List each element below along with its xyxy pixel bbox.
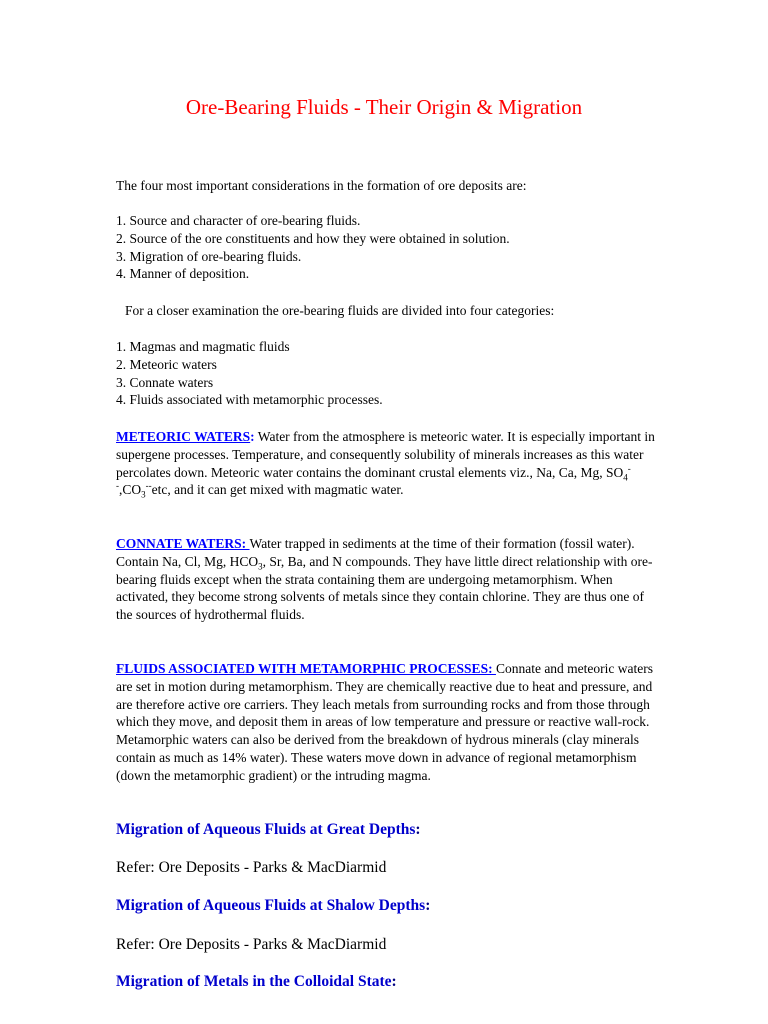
- list-item: 4. Manner of deposition.: [116, 266, 250, 282]
- meteoric-waters-colon: :: [250, 429, 255, 444]
- categories-intro-text: For a closer examination the ore-bearing fluids are divided into four categories:: [125, 303, 555, 318]
- meteoric-waters-paragraph: [116, 428, 656, 499]
- meteoric-sub-1: 4: [623, 472, 628, 483]
- meteoric-sup-2: --: [145, 480, 152, 491]
- section-heading-colon: :: [415, 821, 421, 838]
- section-heading-text: Migration of Metals in the Colloidal State: [116, 973, 392, 990]
- list-item: 2. Source of the ore constituents and how they were obtained in solution.: [116, 230, 510, 246]
- meteoric-sub-2: 3: [141, 490, 146, 501]
- meteoric-text-b: ,CO: [119, 482, 142, 498]
- metamorphic-fluids-term: FLUIDS ASSOCIATED WITH METAMORPHIC PROCESSES:: [116, 661, 496, 676]
- meteoric-sup-1: --: [116, 463, 631, 491]
- list-item: 4. Fluids associated with metamorphic processes.: [116, 392, 383, 408]
- list-item: 3. Migration of ore-bearing fluids.: [116, 248, 302, 264]
- connate-text-b: , Sr, Ba, and N compounds. They have little direct relationship with ore-bearing fluids except when the strata containing them are undergoing metamorphism. When activated, they become strong solvents of metals since they contain chlorine. They are thus one of the sources of hydrothermal fluids.: [116, 553, 653, 623]
- section-heading: [116, 896, 676, 916]
- section-heading-colon: :: [391, 973, 397, 990]
- reference-line: Refer: Ore Deposits - Parks & MacDiarmid: [116, 859, 387, 876]
- section-heading-text: Migration of Aqueous Fluids at Great Depths: [116, 821, 416, 838]
- reference-line: Refer: Ore Deposits - Parks & MacDiarmid: [116, 936, 387, 953]
- section-heading-colon: :: [425, 897, 431, 914]
- list-item: 3. Connate waters: [116, 374, 214, 390]
- categories-intro-paragraph: [116, 302, 656, 320]
- list-item: 1. Magmas and magmatic fluids: [116, 339, 290, 354]
- intro-text: The four most important considerations in the formation of ore deposits are:: [116, 178, 527, 193]
- metamorphic-fluids-paragraph: [116, 660, 656, 785]
- categories-list: [116, 338, 656, 409]
- section-heading-text: Migration of Aqueous Fluids at Shalow Depths: [116, 897, 426, 914]
- connate-waters-term: CONNATE WATERS:: [116, 536, 250, 551]
- page-title: Ore-Bearing Fluids - Their Origin & Migration: [185, 95, 583, 119]
- considerations-list: [116, 212, 656, 283]
- connate-text-a: Water trapped in sediments at the time of their formation (fossil water). Contain Na, Cl, Mg, HCO: [116, 536, 635, 569]
- meteoric-text-a: Water from the atmosphere is meteoric water. It is especially important in supergene processes. Temperature, and consequently solubility of minerals increases as this water percolates down. Meteoric water contains the dominant crustal elements viz., Na, Ca, Mg, SO: [116, 429, 655, 480]
- metamorphic-text: Connate and meteoric waters are set in motion during metamorphism. They are chemically reactive due to heat and pressure, and are therefore active ore carriers. They leach metals from surrounding rocks and from those through which they move, and deposit them in areas of low temperature and pressure or reactive wall-rock. Metamorphic waters can also be derived from the breakdown of hydrous minerals (clay minerals contain as much as 14% water). These waters move down in advance of regional metamorphism (down the metamorphic gradient) or the intruding magma.: [116, 661, 654, 783]
- meteoric-waters-term: METEORIC WATERS: [116, 429, 251, 444]
- section-heading: [116, 820, 676, 840]
- list-item: 1. Source and character of ore-bearing fluids.: [116, 213, 361, 228]
- intro-paragraph: [116, 177, 656, 195]
- meteoric-text-c: etc, and it can get mixed with magmatic water.: [151, 482, 404, 498]
- list-item: 2. Meteoric waters: [116, 356, 217, 372]
- section-heading: [116, 972, 676, 992]
- connate-waters-paragraph: [116, 535, 656, 624]
- connate-sub-1: 3: [258, 561, 263, 572]
